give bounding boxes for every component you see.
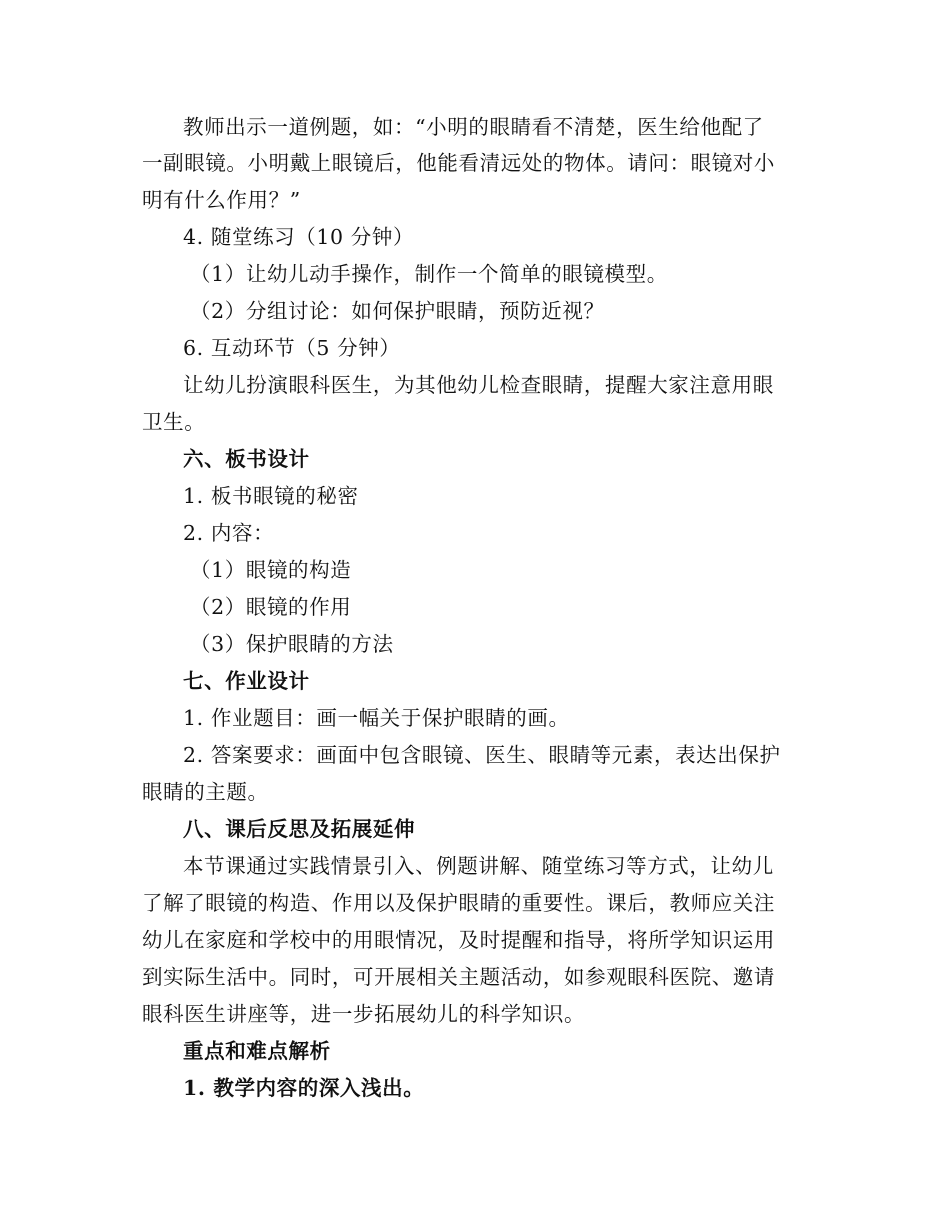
paragraph-line: 幼儿在家庭和学校中的用眼情况，及时提醒和指导，将所学知识运用 — [142, 928, 775, 952]
paragraph-line: 眼科医生讲座等，进一步拓展幼儿的科学知识。 — [142, 1002, 586, 1026]
list-item: 1. 作业题目：画一幅关于保护眼睛的画。 — [183, 706, 570, 730]
section-heading: 七、作业设计 — [183, 669, 310, 693]
list-item: （1）让幼儿动手操作，制作一个简单的眼镜模型。 — [190, 262, 668, 286]
paragraph-line: 一副眼镜。小明戴上眼镜后，他能看清远处的物体。请问：眼镜对小 — [142, 151, 775, 175]
section-heading: 八、课后反思及拓展延伸 — [183, 817, 416, 841]
section-heading: 六、板书设计 — [183, 447, 310, 471]
list-item: （1）眼镜的构造 — [190, 558, 352, 582]
list-item: 2. 内容： — [183, 521, 275, 545]
list-item: 4. 随堂练习（10 分钟） — [183, 225, 415, 249]
section-heading: 重点和难点解析 — [183, 1039, 331, 1063]
list-item: 1. 教学内容的深入浅出。 — [183, 1076, 425, 1100]
list-item: （2）分组讨论：如何保护眼睛，预防近视？ — [190, 299, 605, 323]
list-item: （3）保护眼睛的方法 — [190, 632, 394, 656]
paragraph-line: 教师出示一道例题，如：“小明的眼睛看不清楚，医生给他配了 — [183, 115, 764, 139]
paragraph-line: 明有什么作用？” — [142, 188, 301, 212]
list-item: 6. 互动环节（5 分钟） — [183, 336, 401, 360]
list-item: 1. 板书眼镜的秘密 — [183, 484, 359, 508]
paragraph-line: 了解了眼镜的构造、作用以及保护眼睛的重要性。课后，教师应关注 — [142, 891, 775, 915]
paragraph-line: 本节课通过实践情景引入、例题讲解、随堂练习等方式，让幼儿 — [183, 854, 774, 878]
paragraph-line: 到实际生活中。同时，可开展相关主题活动，如参观眼科医院、邀请 — [142, 965, 775, 989]
paragraph-line: 眼睛的主题。 — [142, 780, 269, 804]
paragraph-line: 让幼儿扮演眼科医生，为其他幼儿检查眼睛，提醒大家注意用眼 — [183, 373, 774, 397]
paragraph-line: 卫生。 — [142, 410, 206, 434]
list-item: （2）眼镜的作用 — [190, 595, 352, 619]
list-item: 2. 答案要求：画面中包含眼镜、医生、眼睛等元素，表达出保护 — [183, 743, 781, 767]
